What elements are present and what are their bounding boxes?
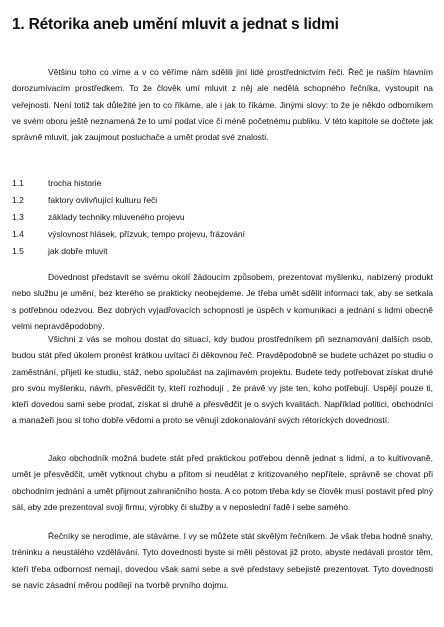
body-paragraph: Řečníky se nerodíme, ale stáváme. I vy se můžete stát skvělým řečníkem. Je však třeba hodně snahy, tréninku a neustálého vzdělávání. Tyto dovednosti byste si měli pěstovat již proto, abyste nedávali prostor těm, kteří třeba odbornost nemají, dovedou však sami sebe a své představy sebejistě prezentovat. Tyto dovednosti se navíc zásadní měrou podílejí na tvorbě prvního dojmu.	[12, 531, 433, 590]
intro-paragraph: Většinu toho co víme a v co věříme nám sdělili jiní lidé prostřednictvím řeči. Řeč je naším hlavním dorozumívacím prostředkem. To že člověk umí mluvit z něj ale nedělá schopného řečníka, vystoupit na veřejnosti. Není totiž tak důležité jen to co říkáme, ale i jak to říkáme. Jinými slovy: to že je někdo odborníkem ve svém oboru ještě neznamená že to umí podat více či méně početnému publiku. V této kapitole se dočtete jak správně mluvit, jak zaujmout posluchače a umět prodat své znalosti.	[12, 67, 433, 143]
body-paragraph: Jako obchodník možná budete stát před praktickou potřebou denně jednat s lidmi, a to kultivovaně, umět je přesvědčit, umět vytknout chybu a přitom si neudělat z kritizovaného nepřítele, správně se chovat při obchodním jednání a umět přijmout zahraničního hosta. A co potom třeba kdy se člověk musí postavit před plný sál, aby zde prezentoval svoji firmu, výrobky či služby a v neposlední řadě i sebe samého.	[12, 453, 433, 512]
chapter-contents-list	[12, 175, 432, 260]
contents-item	[12, 209, 432, 226]
contents-item-label: trocha historie	[48, 178, 102, 188]
contents-item-number: 1.1	[12, 178, 24, 188]
contents-item	[12, 192, 432, 209]
chapter-title: 1. Rétorika aneb umění mluvit a jednat s lidmi	[12, 16, 339, 33]
contents-item-label: výslovnost hlásek, přízvuk, tempo projevu, frázování	[48, 229, 246, 240]
body-paragraph: Dovednost představit se svému okolí žádoucím způsobem, prezentovat myšlenku, nabízený produkt nebo službu je umění, bez kterého se prakticky neobejdeme. Je třeba umět sdělit informaci tak, aby se setkala s potřebnou odezvou. Bez dobrých vyjadřovacích schopností je úspěch v komunikaci a jednání s lidmi obecně velmi nepravděpodobný.	[12, 272, 433, 331]
contents-item-label: faktory ovlivňující kulturu řeči	[48, 195, 158, 206]
contents-item-number: 1.3	[12, 212, 24, 223]
contents-item-number: 1.5	[12, 246, 24, 257]
contents-item-number: 1.2	[12, 195, 24, 206]
contents-item-label: základy techniky mluveného projevu	[48, 212, 185, 223]
contents-item	[12, 243, 432, 260]
body-paragraph: Všichni z vás se mohou dostat do situací, kdy budou prostředníkem při seznamování dalších osob, budou stát před úkolem pronést krátkou uvítací či děkovnou řeč. Pravděpodobně se budete ucházet po studiu o zaměstnání, přijetí ke studiu, stáž, nebo spolučást na zajímavém projektu. Budete tedy potřebovat získat druhé pro svou myšlenku, návrh, přesvědčit ty, kteří rozhodují , že právě vy jste ten, koho potřebují. Uspějí pouze ti, kteří dovedou sami sebe prodat, získat si druhé a přesvědčit je o svých kvalitách. Například politici, obchodníci a manažeři jsou si toho dobře vědomi a proto se věnují zdokonalování svých rétorických dovedností.	[12, 334, 433, 426]
contents-item-label: jak dobře mluvit	[48, 246, 108, 257]
contents-item	[12, 175, 432, 192]
contents-item-number: 1.4	[12, 229, 24, 240]
contents-item	[12, 226, 432, 243]
